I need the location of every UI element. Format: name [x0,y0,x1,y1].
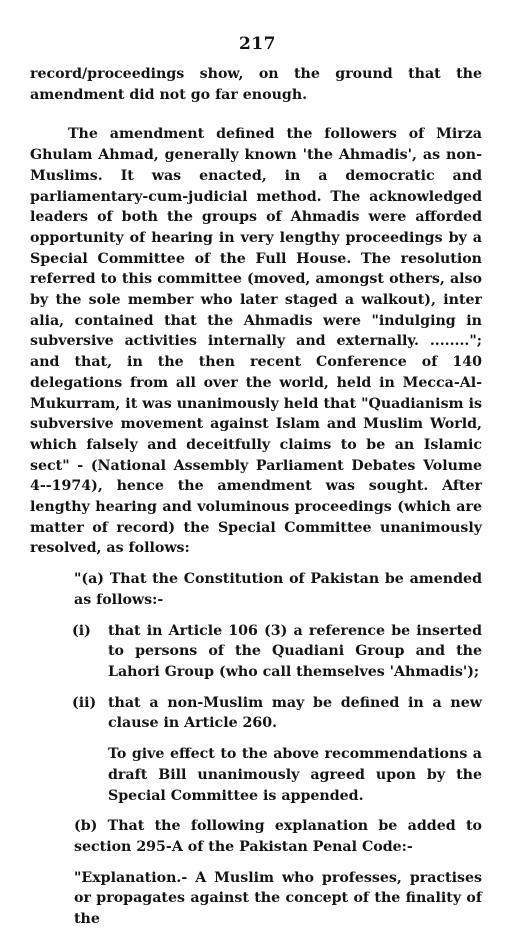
list-item-text: that a non-Muslim may be defined in a new clause in Article 260. [108,694,482,732]
list-item-number: (i) [72,622,91,639]
page-number: 217 [239,34,276,54]
paragraph-draft-bill: To give effect to the above recommendations a draft Bill unanimously agreed upon by the Special Committee is appended. [108,746,482,804]
paragraph-explanation: "Explanation.- A Muslim who professes, practises or propagates against the concept of the finality of the [74,869,482,928]
resolution-clause-a: "(a) That the Constitution of Pakistan be amended as follows:- [74,571,482,608]
list-item-number: (ii) [72,694,97,711]
resolution-clause-b: (b) That the following explanation be added to section 295-A of the Pakistan Penal Code:- [74,818,482,855]
body-text [30,64,482,930]
list-item-i [72,621,482,683]
list-item-ii [72,693,482,734]
paragraph-amendment: The amendment defined the followers of Mirza Ghulam Ahmad, generally known 'the Ahmadis', as non-Muslims. It was enacted, in a democratic and parliamentary-cum-judicial method. The acknowledged leaders of both the groups of Ahmadis were afforded opportunity of hearing in very lengthy proceedings by a Special Committee of the Full House. The resolution referred to this committee (moved, amongst others, also by the sole member who later staged a walkout), inter alia, contained that the Ahmadis were "indulging in subversive activities internally and externally. ........"; and that, in the then recent Conference of 140 delegations from all over the world, held in Mecca-Al-Mukurram, it was unanimously held that "Quadianism is subversive movement against Islam and Muslim World, which falsely and deceitfully claims to be an Islamic sect" - (National Assembly Parliament Debates Volume 4--1974), hence the amendment was sought. After lengthy hearing and voluminous proceedings (which are matter of record) the Special Committee unanimously resolved, as follows: [30,126,482,557]
paragraph-continuation: record/proceedings show, on the ground that the amendment did not go far enough. [30,66,482,103]
list-item-text: that in Article 106 (3) a reference be inserted to persons of the Quadiani Group and the Lahori Group (who call themselves 'Ahmadis'); [108,622,482,680]
